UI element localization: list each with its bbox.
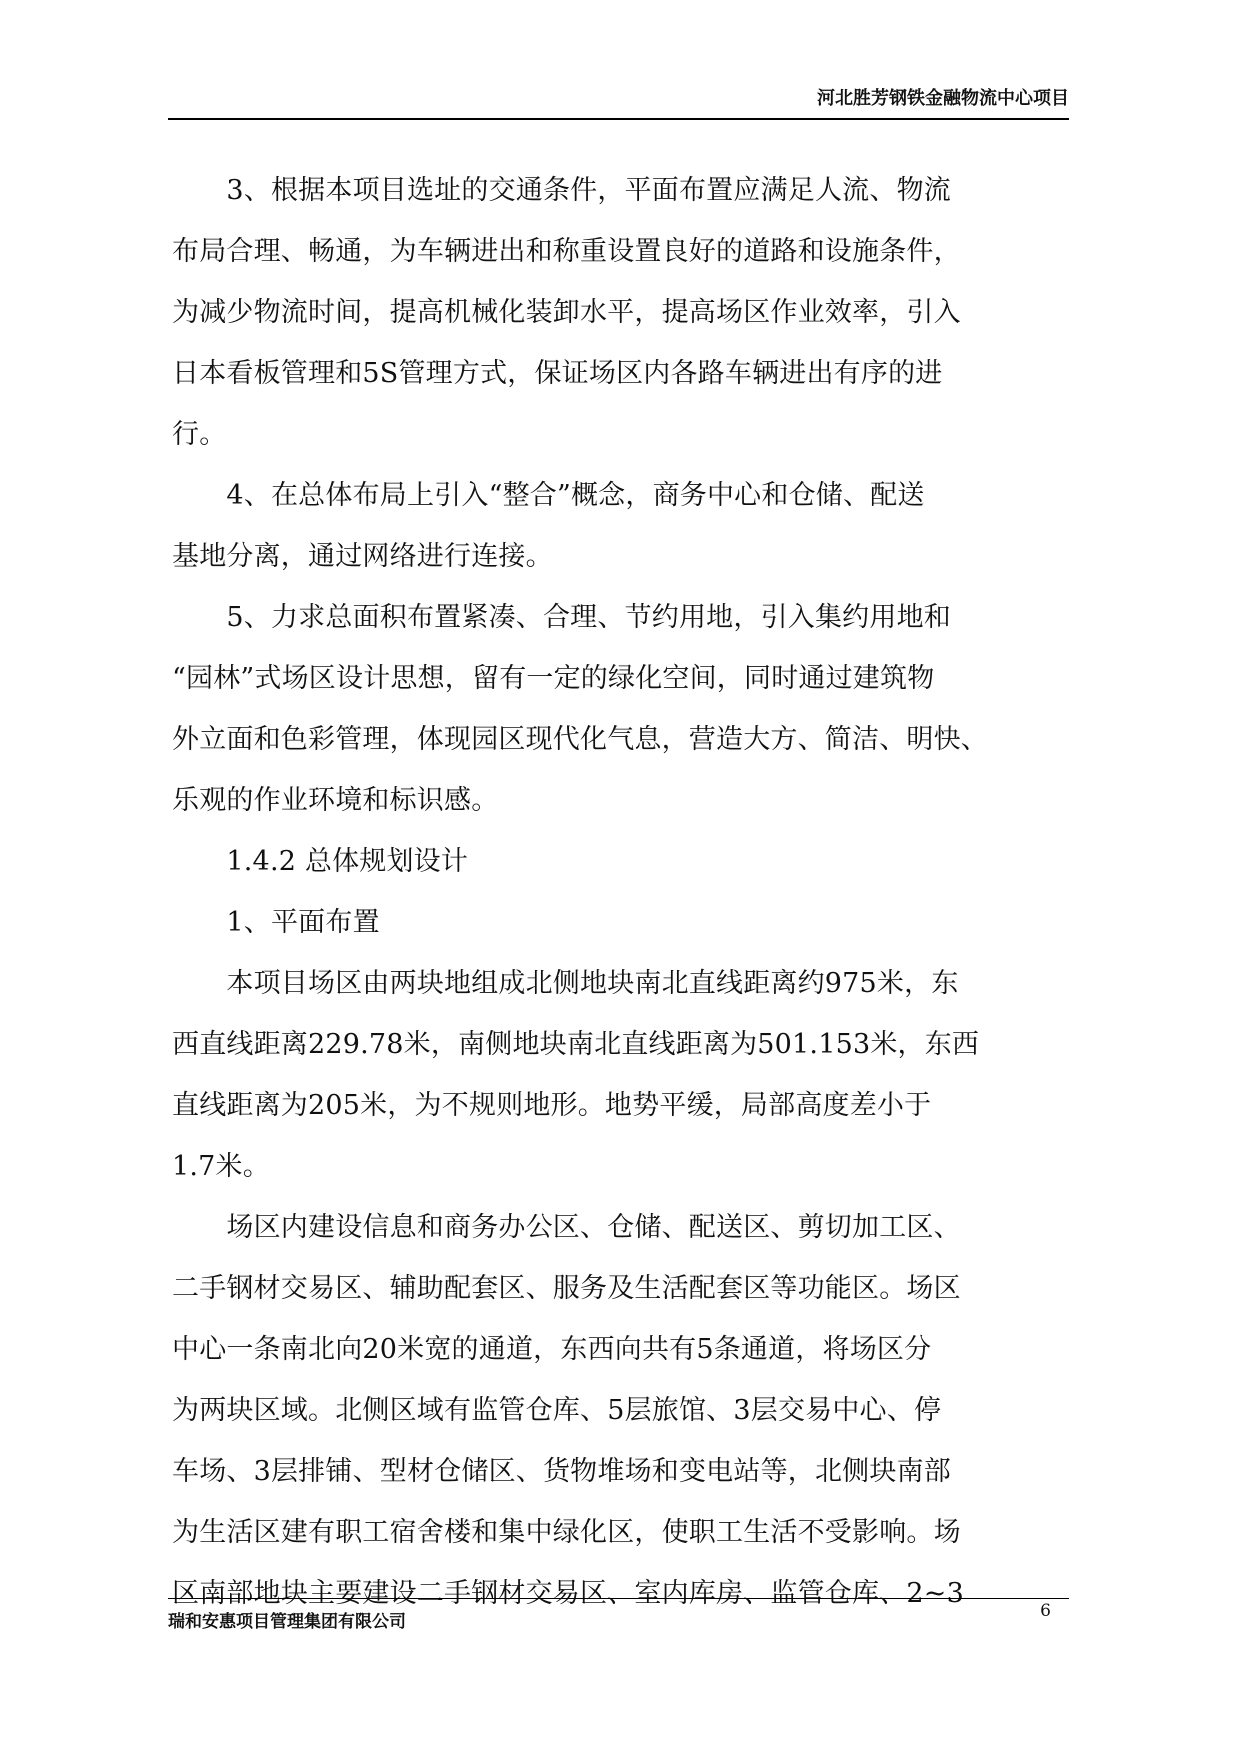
text-line: 本项目场区由两块地组成北侧地块南北直线距离约975米，东	[172, 968, 959, 999]
text-line: 为两块区域。北侧区域有监管仓库、5层旅馆、3层交易中心、停	[172, 1395, 942, 1426]
text-line: 乐观的作业环境和标识感。	[172, 785, 499, 816]
text-line: 5、力求总面积布置紧凑、合理、节约用地，引入集约用地和	[172, 602, 951, 633]
text-line: 行。	[172, 419, 227, 450]
text-line: 外立面和色彩管理，体现园区现代化气息，营造大方、简洁、明快、	[172, 724, 988, 755]
section-heading: 1.4.2 总体规划设计	[172, 846, 469, 877]
text-line: 区南部地块主要建设二手钢材交易区、室内库房、监管仓库、2~3	[172, 1578, 964, 1609]
text-line: 3、根据本项目选址的交通条件，平面布置应满足人流、物流	[172, 175, 951, 206]
text-line: 直线距离为205米，为不规则地形。地势平缓，局部高度差小于	[172, 1090, 932, 1121]
text-line: 车场、3层排铺、型材仓储区、货物堆场和变电站等，北侧块南部	[172, 1456, 951, 1487]
page-footer	[168, 1598, 1069, 1632]
footer-company: 瑞和安惠项目管理集团有限公司	[168, 1612, 406, 1632]
text-line: 1.7米。	[172, 1151, 270, 1182]
text-line: 基地分离，通过网络进行连接。	[172, 541, 553, 572]
subsection-heading: 1、平面布置	[172, 907, 380, 938]
text-line: 中心一条南北向20米宽的通道，东西向共有5条通道，将场区分	[172, 1334, 932, 1365]
text-line: 日本看板管理和5S管理方式，保证场区内各路车辆进出有序的进	[172, 358, 943, 389]
text-line: 布局合理、畅通，为车辆进出和称重设置良好的道路和设施条件，	[172, 236, 961, 267]
header-title: 河北胜芳钢铁金融物流中心项目	[817, 88, 1069, 109]
text-line: “园林”式场区设计思想，留有一定的绿化空间，同时通过建筑物	[172, 663, 935, 694]
document-body	[172, 160, 1068, 1624]
text-line: 为减少物流时间，提高机械化装卸水平，提高场区作业效率，引入	[172, 297, 961, 328]
text-line: 场区内建设信息和商务办公区、仓储、配送区、剪切加工区、	[172, 1212, 961, 1243]
text-line: 4、在总体布局上引入“整合”概念，商务中心和仓储、配送	[172, 480, 925, 511]
text-line: 西直线距离229.78米，南侧地块南北直线距离为501.153米，东西	[172, 1029, 980, 1060]
text-line: 二手钢材交易区、辅助配套区、服务及生活配套区等功能区。场区	[172, 1273, 961, 1304]
text-line: 为生活区建有职工宿舍楼和集中绿化区，使职工生活不受影响。场	[172, 1517, 961, 1548]
page-header	[168, 84, 1069, 120]
page-number: 6	[1040, 1601, 1051, 1621]
